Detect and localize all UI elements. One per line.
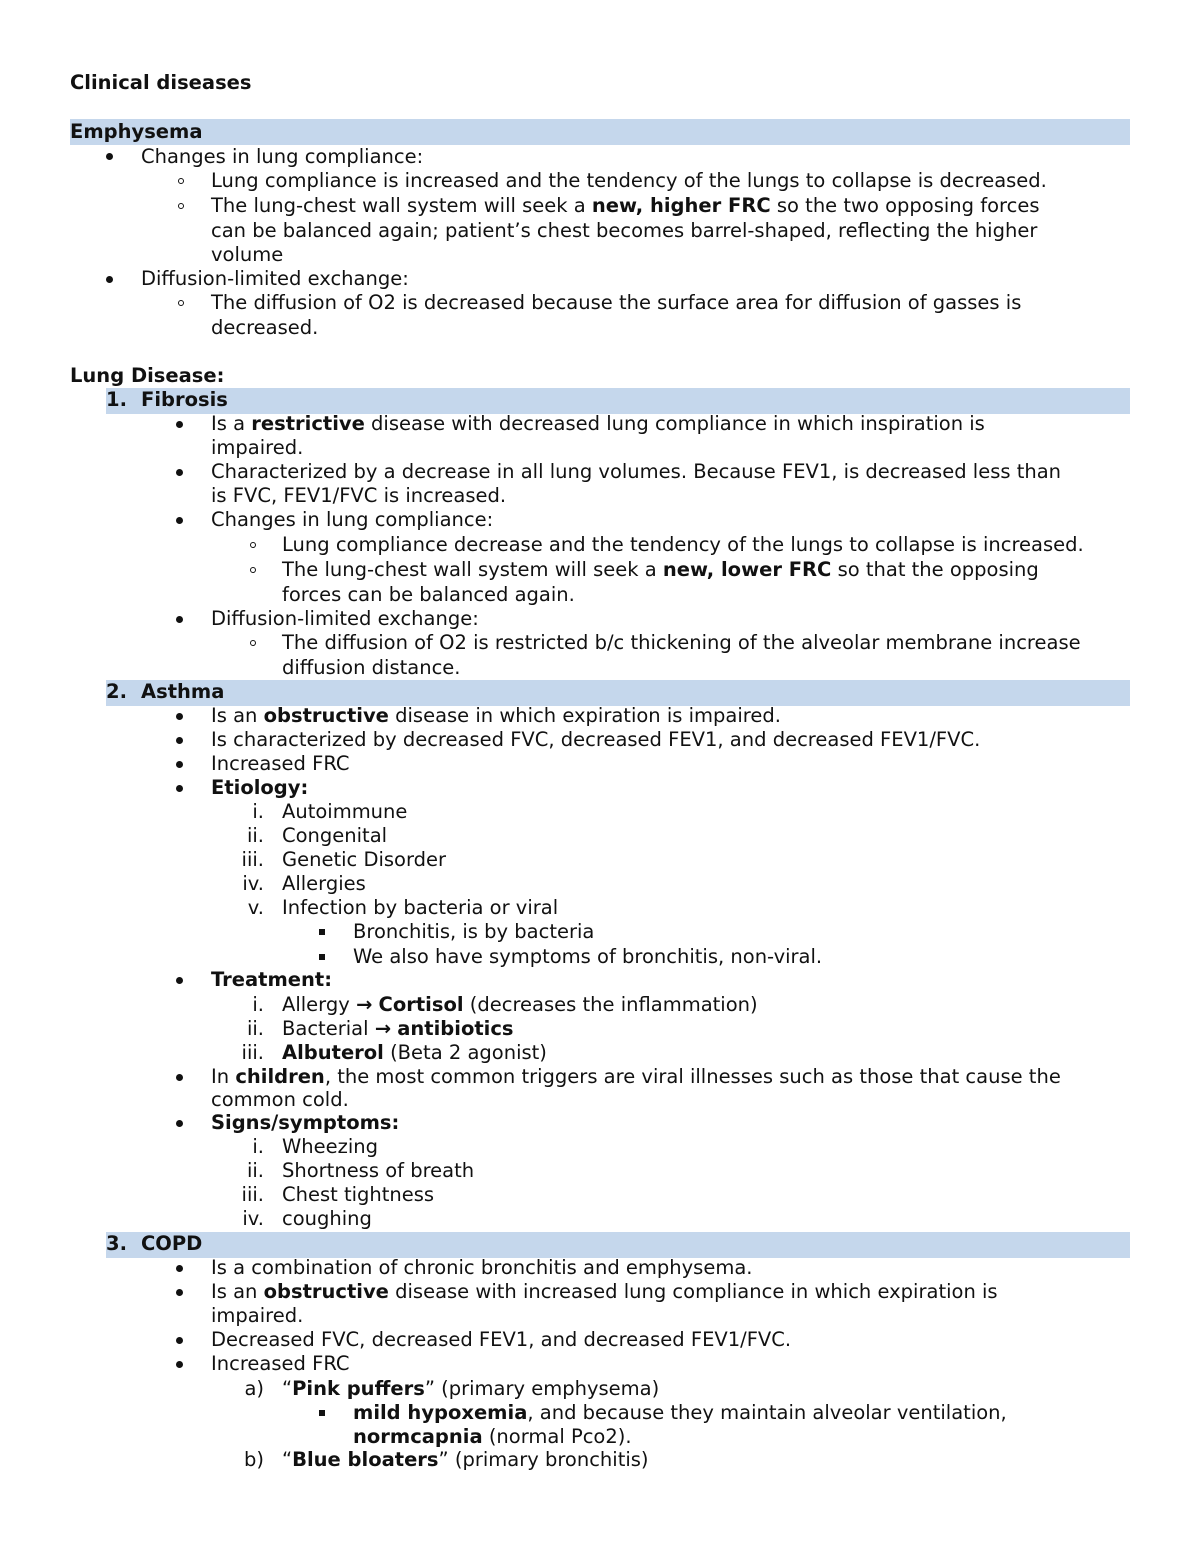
bullet-dot (176, 469, 183, 476)
list-item: Is characterized by decreased FVC, decreased FEV1, and decreased FEV1/FVC. (211, 728, 981, 751)
roman-numeral: ii. (246, 1159, 264, 1182)
list-item: “Pink puffers” (primary emphysema) (282, 1377, 660, 1400)
list-item-continuation: volume (211, 243, 284, 266)
roman-numeral: iii. (241, 848, 264, 871)
list-item: Shortness of breath (282, 1159, 475, 1182)
roman-numeral: ii. (246, 1017, 264, 1040)
signs-label: Signs/symptoms: (211, 1111, 400, 1134)
list-item-continuation: forces can be balanced again. (282, 583, 575, 606)
list-item: Chest tightness (282, 1183, 435, 1206)
list-item: Decreased FVC, decreased FEV1, and decreased FEV1/FVC. (211, 1328, 792, 1351)
list-item: Characterized by a decrease in all lung volumes. Because FEV1, is decreased less than (211, 460, 1062, 483)
list-item: Is a combination of chronic bronchitis and emphysema. (211, 1256, 753, 1279)
list-item: coughing (282, 1207, 372, 1230)
lung-disease-heading: Lung Disease: (70, 364, 225, 387)
treatment-label: Treatment: (211, 968, 333, 991)
list-item-continuation: diffusion distance. (282, 656, 461, 679)
list-item: Increased FRC (211, 1352, 350, 1375)
fibrosis-heading-band (106, 388, 1130, 414)
bullet-dot (176, 1337, 183, 1344)
list-item: Is an obstructive disease with increased lung compliance in which expiration is (211, 1280, 998, 1303)
letter-marker: b) (244, 1448, 264, 1471)
list-item-continuation: common cold. (211, 1088, 349, 1111)
list-item: The lung-chest wall system will seek a new, lower FRC so that the opposing (282, 558, 1039, 581)
asthma-heading: Asthma (141, 680, 225, 703)
arrow-icon: → (355, 993, 373, 1016)
list-item: Is a restrictive disease with decreased lung compliance in which inspiration is (211, 412, 985, 435)
roman-numeral: ii. (246, 824, 264, 847)
list-item: Genetic Disorder (282, 848, 447, 871)
list-item: “Blue bloaters” (primary bronchitis) (282, 1448, 649, 1471)
letter-marker: a) (244, 1377, 264, 1400)
list-item: mild hypoxemia, and because they maintain alveolar ventilation, (353, 1401, 1007, 1424)
list-item: We also have symptoms of bronchitis, non-viral. (353, 945, 823, 968)
list-item-continuation: can be balanced again; patient’s chest becomes barrel-shaped, reflecting the higher (211, 219, 1038, 242)
roman-numeral: i. (252, 1135, 264, 1158)
roman-numeral: v. (247, 896, 264, 919)
bullet-dot (176, 761, 183, 768)
roman-numeral: iv. (242, 872, 264, 895)
page-title: Clinical diseases (70, 71, 252, 94)
bullet-dot (176, 737, 183, 744)
list-item: Congenital (282, 824, 388, 847)
list-item: Infection by bacteria or viral (282, 896, 559, 919)
bullet-circle (250, 640, 256, 646)
list-item: Diffusion-limited exchange: (141, 267, 409, 290)
list-item: Allergies (282, 872, 366, 895)
bullet-circle (178, 300, 184, 306)
fibrosis-heading: Fibrosis (141, 388, 228, 411)
roman-numeral: iv. (242, 1207, 264, 1230)
list-item: The diffusion of O2 is restricted b/c thickening of the alveolar membrane increase (282, 631, 1081, 654)
bullet-circle (178, 178, 184, 184)
list-item: Allergy → Cortisol (decreases the inflammation) (282, 993, 758, 1016)
bullet-dot (176, 713, 183, 720)
bullet-square (319, 954, 325, 960)
list-item: Is an obstructive disease in which expiration is impaired. (211, 704, 781, 727)
list-item-continuation: decreased. (211, 316, 319, 339)
bullet-dot (176, 1265, 183, 1272)
list-item: Increased FRC (211, 752, 350, 775)
asthma-number: 2. (106, 680, 127, 703)
asthma-heading-band (106, 680, 1130, 706)
bullet-dot (176, 1074, 183, 1081)
copd-heading: COPD (141, 1232, 203, 1255)
list-item-continuation: impaired. (211, 1304, 304, 1327)
list-item: Lung compliance is increased and the tendency of the lungs to collapse is decreased. (211, 169, 1047, 192)
fibrosis-number: 1. (106, 388, 127, 411)
bullet-dot (106, 153, 113, 160)
list-item: Bronchitis, is by bacteria (353, 920, 595, 943)
list-item: Changes in lung compliance: (211, 508, 494, 531)
list-item: Lung compliance decrease and the tendency of the lungs to collapse is increased. (282, 533, 1084, 556)
roman-numeral: iii. (241, 1183, 264, 1206)
bullet-dot (176, 1289, 183, 1296)
bullet-dot (176, 616, 183, 623)
arrow-icon: → (374, 1017, 392, 1040)
list-item: Changes in lung compliance: (141, 145, 424, 168)
etiology-label: Etiology: (211, 776, 309, 799)
bullet-circle (178, 203, 184, 209)
roman-numeral: i. (252, 800, 264, 823)
emphysema-heading-band (70, 119, 1130, 145)
list-item: The lung-chest wall system will seek a new, higher FRC so the two opposing forces (211, 194, 1040, 217)
bullet-dot (176, 977, 183, 984)
bullet-dot (176, 1120, 183, 1127)
list-item: The diffusion of O2 is decreased because the surface area for diffusion of gasses is (211, 291, 1022, 314)
emphysema-heading: Emphysema (70, 120, 203, 143)
list-item-continuation: impaired. (211, 436, 304, 459)
bullet-dot (176, 1361, 183, 1368)
bullet-dot (176, 421, 183, 428)
list-item: Albuterol (Beta 2 agonist) (282, 1041, 547, 1064)
list-item: Wheezing (282, 1135, 379, 1158)
list-item: Diffusion-limited exchange: (211, 607, 479, 630)
list-item-continuation: normcapnia (normal Pco2). (353, 1425, 632, 1448)
list-item: In children, the most common triggers are viral illnesses such as those that cause the (211, 1065, 1061, 1088)
list-item: Bacterial → antibiotics (282, 1017, 514, 1040)
bullet-circle (250, 542, 256, 548)
roman-numeral: i. (252, 993, 264, 1016)
copd-heading-band (106, 1232, 1130, 1258)
bullet-dot (106, 276, 113, 283)
copd-number: 3. (106, 1232, 127, 1255)
bullet-dot (176, 785, 183, 792)
bullet-dot (176, 517, 183, 524)
list-item: Autoimmune (282, 800, 408, 823)
bullet-circle (250, 567, 256, 573)
roman-numeral: iii. (241, 1041, 264, 1064)
bullet-square (319, 929, 325, 935)
bullet-square (319, 1410, 325, 1416)
list-item-continuation: is FVC, FEV1/FVC is increased. (211, 484, 507, 507)
